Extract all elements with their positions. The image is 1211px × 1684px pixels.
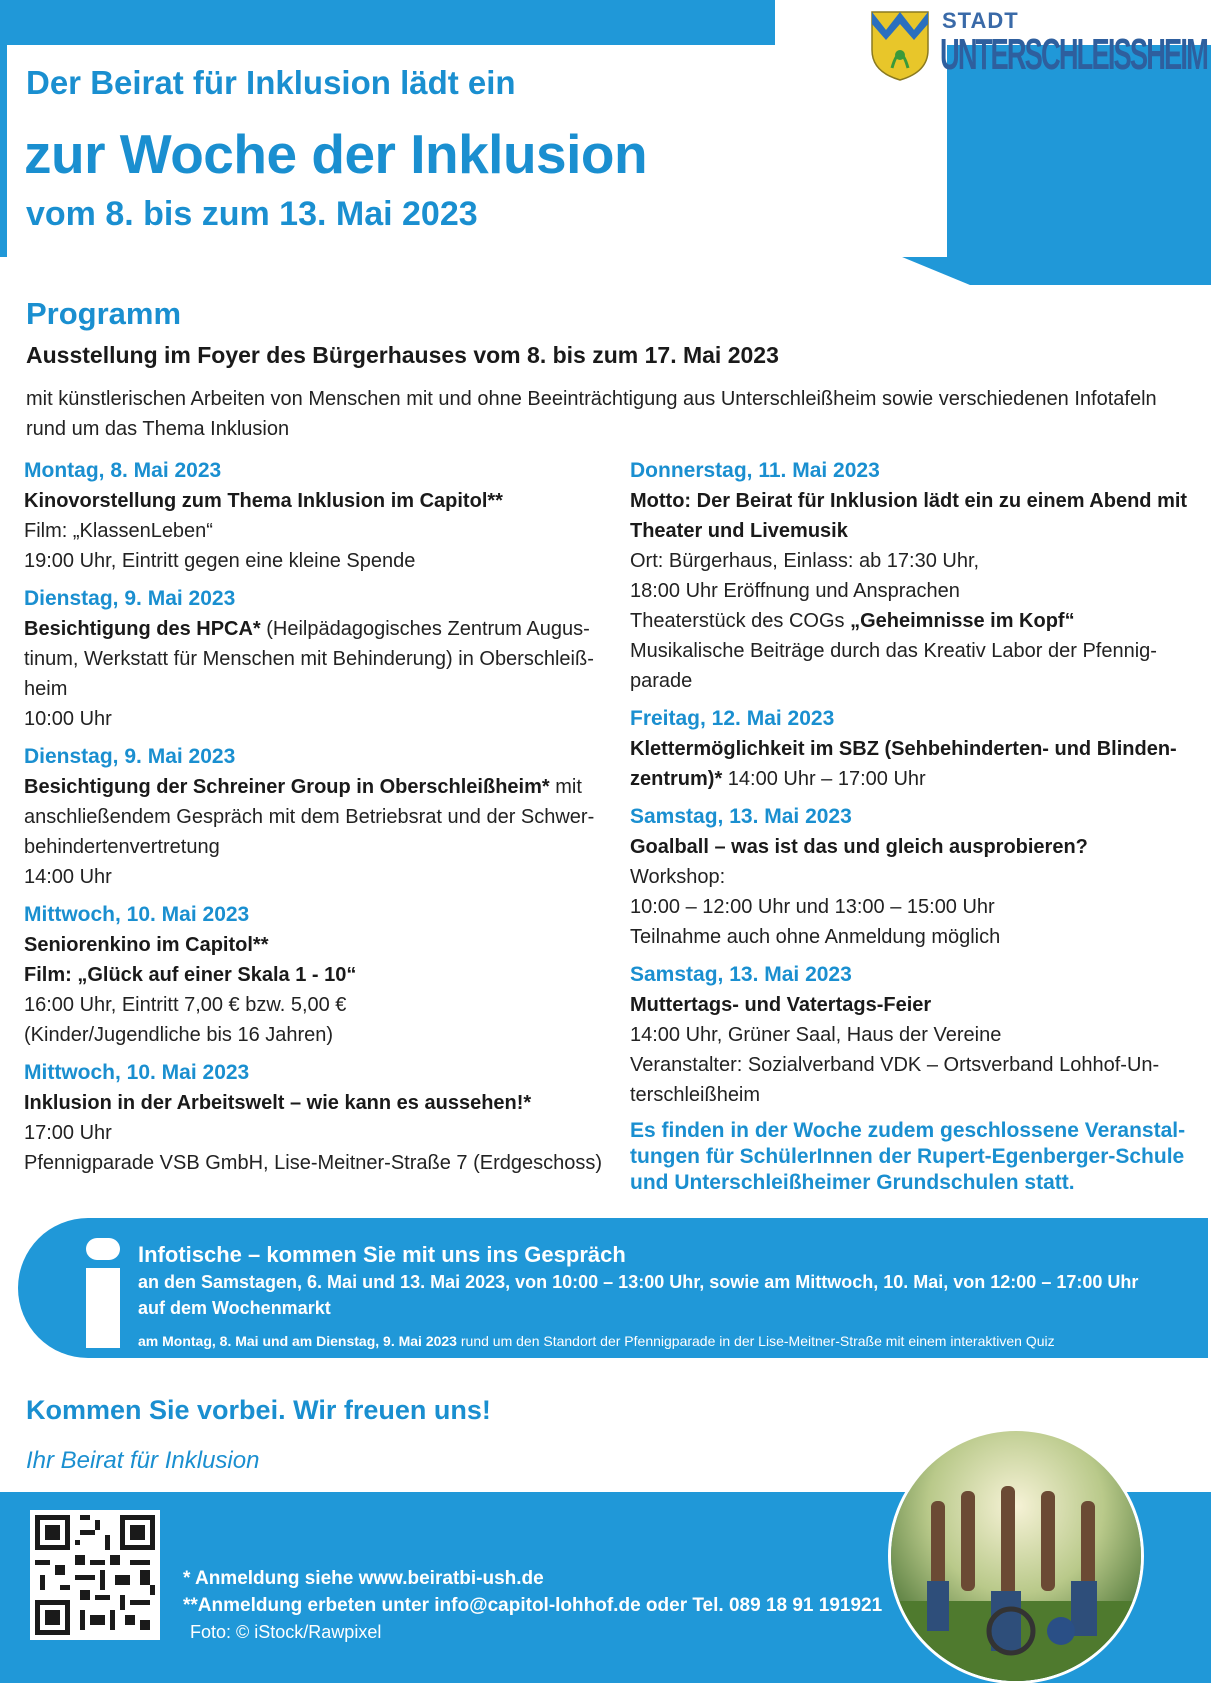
event-date: Mittwoch, 10. Mai 2023 — [24, 903, 250, 926]
program-heading: Programm — [26, 296, 182, 331]
info-line: auf dem Wochenmarkt — [138, 1298, 331, 1318]
event-line: 18:00 Uhr Eröffnung und Ansprachen — [630, 580, 960, 602]
info-line — [138, 1333, 1055, 1349]
event-date: Dienstag, 9. Mai 2023 — [24, 745, 236, 768]
event-line: Teilnahme auch ohne Anmeldung möglich — [630, 926, 1001, 948]
event-item — [24, 742, 624, 892]
header-stripe — [0, 257, 970, 285]
event-detail: 14:00 Uhr – 17:00 Uhr — [722, 768, 926, 790]
info-detail: rund um den Standort der Pfennigparade in der Lise-Meitner-Straße mit einem interaktiven Quiz — [456, 1333, 1055, 1349]
event-date: Freitag, 12. Mai 2023 — [630, 707, 835, 730]
event-item — [630, 704, 1190, 794]
registration-note-2: **Anmeldung erbeten unter info@capitol-lohhof.de oder Tel. 089 18 91 191921 — [183, 1595, 883, 1616]
signature: Ihr Beirat für Inklusion — [26, 1447, 260, 1474]
event-line: 14:00 Uhr — [24, 866, 112, 888]
info-title: Infotische – kommen Sie mit uns ins Gespräch — [138, 1242, 626, 1267]
event-item — [630, 802, 1190, 952]
event-title: Motto: Der Beirat für Inklusion lädt ein zu einem Abend mit Theater und Livemusik — [630, 490, 1188, 542]
event-line: Musikalische Beiträge durch das Kreativ Labor der Pfennigparade — [630, 640, 1157, 692]
event-line: 10:00 – 12:00 Uhr und 13:00 – 15:00 Uhr — [630, 896, 995, 918]
event-date: Samstag, 13. Mai 2023 — [630, 963, 852, 986]
event-title: Inklusion in der Arbeitswelt – wie kann es aussehen!* — [24, 1092, 532, 1114]
event-film: Film: „Glück auf einer Skala 1 - 10“ — [24, 964, 357, 986]
community-photo — [888, 1428, 1144, 1684]
registration-note-1: * Anmeldung siehe www.beiratbi-ush.de — [183, 1568, 544, 1589]
exhibition-title: Ausstellung im Foyer des Bürgerhauses vom 8. bis zum 17. Mai 2023 — [26, 342, 779, 368]
logo-small-text: STADT — [942, 8, 1019, 33]
event-line: 17:00 Uhr — [24, 1122, 112, 1144]
qr-code-icon — [30, 1510, 160, 1640]
event-detail: Theaterstück des COGs — [630, 610, 851, 632]
logo-big-text: UNTERSCHLEISSHEIM — [940, 30, 1207, 79]
event-date: Samstag, 13. Mai 2023 — [630, 805, 852, 828]
event-title: Klettermöglichkeit im SBZ (Sehbehinderten- und Blindenzentrum)* — [630, 738, 1177, 790]
event-detail: (Heilpädagogisches Zentrum Augustinum, Werkstatt für Menschen mit Behinderung) in Oberschleißheim — [24, 618, 594, 700]
events-left-column — [24, 456, 624, 1186]
event-title: Kinovorstellung zum Thema Inklusion im Capitol** — [24, 490, 503, 512]
info-dates: am Montag, 8. Mai und am Dienstag, 9. Mai 2023 — [138, 1333, 457, 1349]
invitation-text: Kommen Sie vorbei. Wir freuen uns! — [26, 1395, 491, 1425]
people-circle-photo-icon — [891, 1431, 1141, 1681]
event-line: (Kinder/Jugendliche bis 16 Jahren) — [24, 1024, 334, 1046]
page-title: zur Woche der Inklusion — [24, 123, 648, 185]
event-date: Donnerstag, 11. Mai 2023 — [630, 459, 880, 482]
event-date: Montag, 8. Mai 2023 — [24, 459, 222, 482]
event-line: Veranstalter: Sozialverband VDK – Ortsverband Lohhof-Unterschleißheim — [630, 1054, 1160, 1106]
event-title: Goalball – was ist das und gleich ausprobieren? — [630, 836, 1088, 858]
event-item — [630, 456, 1190, 696]
events-right-column — [630, 456, 1190, 1196]
event-title: Besichtigung des HPCA* — [24, 618, 261, 640]
event-item — [24, 456, 624, 576]
qr-code[interactable] — [30, 1510, 160, 1640]
event-item — [24, 584, 624, 734]
info-icon — [78, 1238, 128, 1348]
event-title: Besichtigung der Schreiner Group in Oberschleißheim* — [24, 776, 550, 798]
event-line: Pfennigparade VSB GmbH, Lise-Meitner-Straße 7 (Erdgeschoss) — [24, 1152, 603, 1174]
event-item — [24, 900, 624, 1050]
event-line: Film: „KlassenLeben“ — [24, 520, 213, 542]
play-title: „Geheimnisse im Kopf“ — [850, 610, 1075, 632]
event-title: Seniorenkino im Capitol** — [24, 934, 269, 956]
info-line: an den Samstagen, 6. Mai und 13. Mai 2023, von 10:00 – 13:00 Uhr, sowie am Mittwoch, 10. Mai, von 12:00 – 17:00 Uhr — [138, 1272, 1139, 1292]
event-date: Dienstag, 9. Mai 2023 — [24, 587, 236, 610]
event-date: Mittwoch, 10. Mai 2023 — [24, 1061, 250, 1084]
date-range: vom 8. bis zum 13. Mai 2023 — [26, 195, 478, 233]
exhibition-description: mit künstlerischen Arbeiten von Menschen mit und ohne Beeinträchtigung aus Unterschleißheim sowie verschiedenen Infotafeln rund um das Thema Inklusion — [26, 388, 1157, 440]
event-line: Ort: Bürgerhaus, Einlass: ab 17:30 Uhr, — [630, 550, 980, 572]
city-logo — [870, 8, 1207, 88]
event-detail: mit anschließendem Gespräch mit dem Betriebsrat und der Schwerbehindertenvertretung — [24, 776, 595, 858]
event-line: 16:00 Uhr, Eintritt 7,00 € bzw. 5,00 € — [24, 994, 347, 1016]
event-title: Muttertags- und Vatertags-Feier — [630, 994, 932, 1016]
event-line: 14:00 Uhr, Grüner Saal, Haus der Vereine — [630, 1024, 1002, 1046]
header-invite: Der Beirat für Inklusion lädt ein — [26, 64, 516, 101]
closing-note: Es finden in der Woche zudem geschlossene Veranstaltungen für SchülerInnen der Rupert-Egenberger-Schule und Unterschleißheimer Grundschulen statt. — [630, 1119, 1186, 1194]
event-line: 19:00 Uhr, Eintritt gegen eine kleine Spende — [24, 550, 416, 572]
event-item — [630, 960, 1190, 1110]
coat-of-arms-icon — [870, 10, 930, 82]
event-line: Workshop: — [630, 866, 726, 888]
event-item — [24, 1058, 624, 1178]
photo-credit: Foto: © iStock/Rawpixel — [190, 1622, 382, 1642]
event-line: 10:00 Uhr — [24, 708, 112, 730]
